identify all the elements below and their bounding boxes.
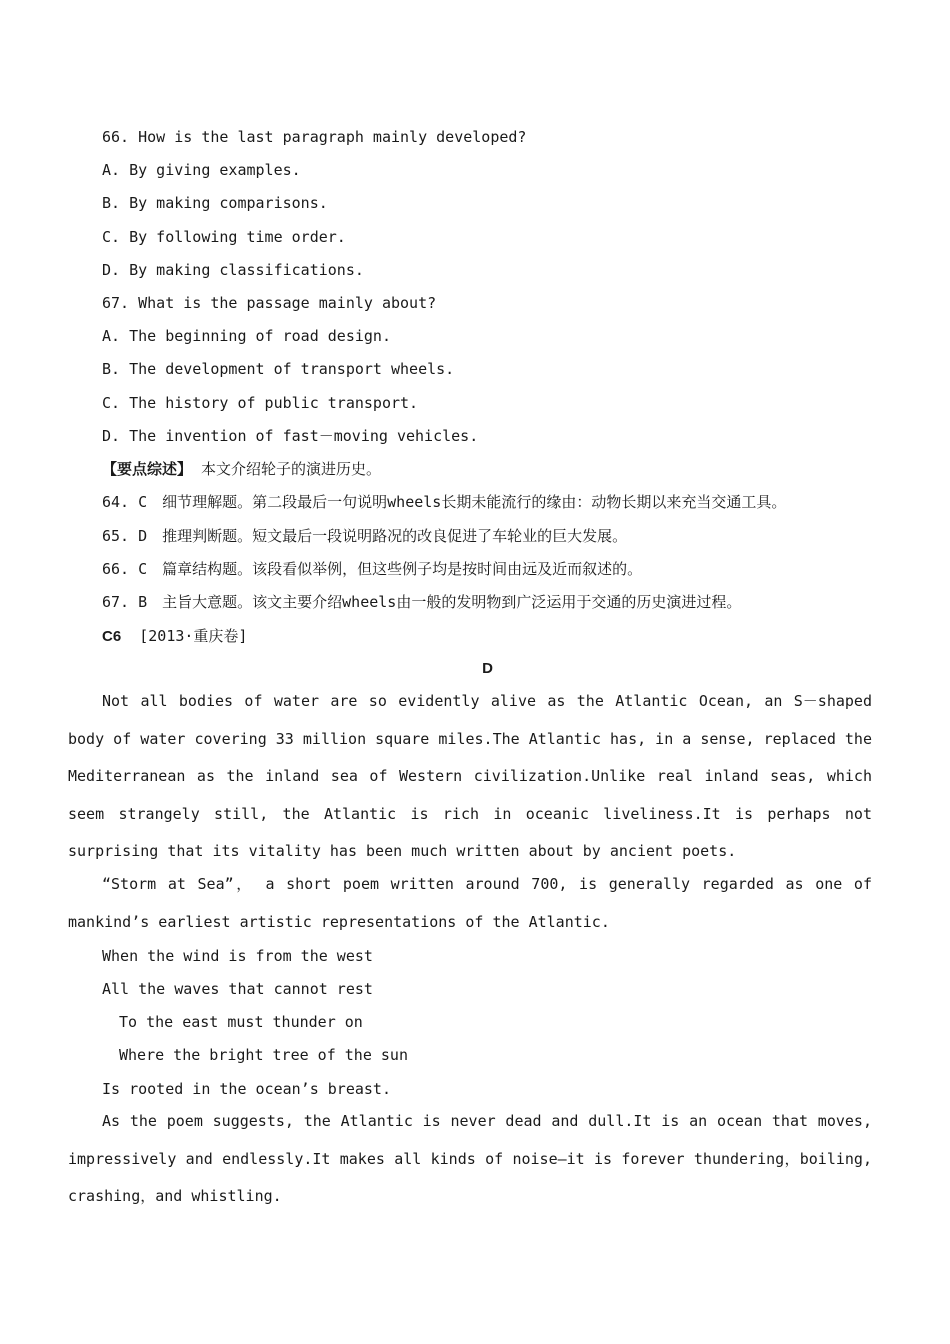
poem-line-5: Is rooted in the ocean’s breast.	[102, 1080, 391, 1098]
summary	[102, 459, 381, 480]
answer-64: 64. C 细节理解题。第二段最后一句说明wheels长期未能流行的缘由：动物长期以来充当交通工具。	[102, 493, 787, 511]
answer-67: 67. B 主旨大意题。该文主要介绍wheels由一般的发明物到广泛运用于交通的历史演进过程。	[102, 593, 742, 611]
section-source: [2013·重庆卷]	[139, 627, 248, 645]
question-67-option-a: A. The beginning of road design.	[102, 327, 391, 345]
question-67-stem: 67. What is the passage mainly about?	[102, 294, 437, 312]
poem-line-2: All the waves that cannot rest	[102, 980, 373, 998]
question-66-option-b: B. By making comparisons.	[102, 194, 328, 212]
question-66-option-a: A. By giving examples.	[102, 161, 301, 179]
passage-paragraph-1: Not all bodies of water are so evidently alive as the Atlantic Ocean, an S－shaped body of water covering 33 million square miles.The Atlantic has, in a sense, replaced the Mediterranean as the inland sea of Western civilization.Unlike real inland seas, which seem strangely still, the Atlantic is rich in oceanic liveliness.It is perhaps not surprising that its vitality has been much written about by ancient poets.	[68, 692, 872, 860]
question-66-option-c: C. By following time order.	[102, 228, 346, 246]
question-66-stem: 66. How is the last paragraph mainly developed?	[102, 128, 527, 146]
question-67-option-b: B. The development of transport wheels.	[102, 360, 455, 378]
answer-66: 66. C 篇章结构题。该段看似举例，但这些例子均是按时间由远及近而叙述的。	[102, 560, 643, 578]
poem-line-3: To the east must thunder on	[119, 1013, 363, 1031]
question-67-option-c: C. The history of public transport.	[102, 394, 419, 412]
summary-text: 本文介绍轮子的演进历史。	[201, 460, 382, 478]
question-67-option-d: D. The invention of fast－moving vehicles.	[102, 427, 479, 445]
passage-letter: D	[482, 660, 493, 677]
passage-paragraph-2: “Storm at Sea”， a short poem written around 700, is generally regarded as one of mankind’s earliest artistic representations of the Atlantic.	[68, 875, 872, 931]
poem-line-4: Where the bright tree of the sun	[119, 1046, 408, 1064]
question-66-option-d: D. By making classifications.	[102, 261, 364, 279]
summary-label: 【要点综述】	[102, 461, 193, 478]
answer-65: 65. D 推理判断题。短文最后一段说明路况的改良促进了车轮业的巨大发展。	[102, 527, 628, 545]
passage-paragraph-3: As the poem suggests, the Atlantic is never dead and dull.It is an ocean that moves, impressively and endlessly.It makes all kinds of noise—it is forever thundering，boiling, crashing，and whistling.	[68, 1112, 872, 1205]
section-code: C6	[102, 628, 122, 645]
poem-line-1: When the wind is from the west	[102, 947, 373, 965]
section-header	[102, 626, 247, 647]
